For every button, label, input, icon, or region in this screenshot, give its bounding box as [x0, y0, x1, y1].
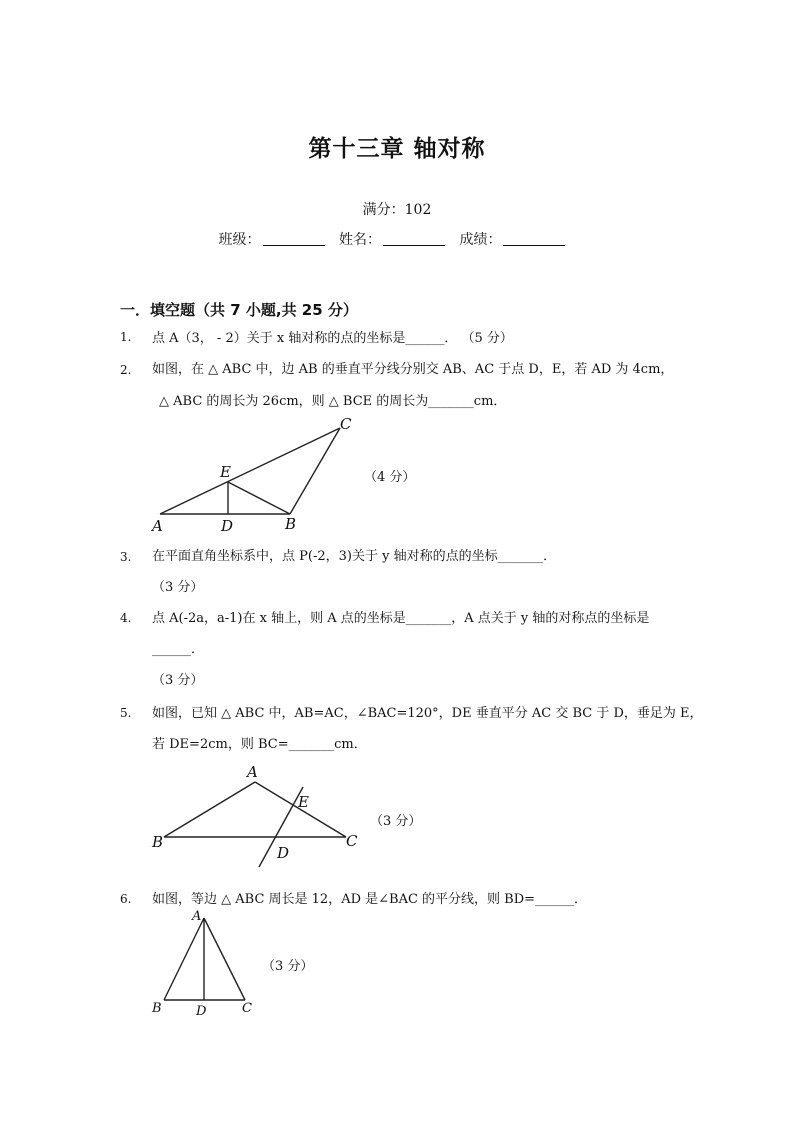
question-score: （3 分） [152, 673, 204, 688]
question-score: （3 分） [262, 959, 314, 974]
label-d: D [221, 517, 234, 535]
question-score: （4 分） [364, 470, 416, 485]
label-e: E [298, 793, 309, 811]
question-text-line2: 若 DE=2cm，则 BC=_______cm． [152, 737, 367, 752]
label-c: C [346, 832, 358, 850]
full-score: 满分：102 [362, 202, 432, 218]
label-a: A [152, 517, 163, 535]
question-number: 1. [120, 330, 132, 344]
class-blank[interactable] [263, 231, 325, 246]
segment-ac [160, 428, 340, 514]
question-text-line2: ______． [152, 642, 205, 657]
student-info-line [0, 229, 794, 249]
question-text: 点 A（3， - 2）关于 x 轴对称的点的坐标是______． （5 分） [152, 331, 513, 346]
question-text: 如图，在 △ ABC 中，边 AB 的垂直平分线分别交 AB、AC 于点 D，E，若 AD 为 4cm， [152, 362, 674, 377]
segment-ab [164, 782, 255, 837]
label-a: A [192, 909, 202, 924]
label-a: A [247, 763, 258, 781]
label-d: D [196, 1004, 207, 1019]
label-b: B [285, 515, 297, 533]
question-text-line2: △ ABC 的周长为 26cm，则 △ BCE 的周长为_______cm． [159, 394, 507, 409]
segment-bc [290, 428, 340, 514]
figure-q5-triangle [150, 760, 370, 875]
question-text: 如图，等边 △ ABC 周长是 12，AD 是∠BAC 的平分线，则 BD=______． [152, 892, 588, 907]
question-number: 4. [120, 611, 132, 625]
page-title: 第十三章 轴对称 [308, 136, 486, 162]
name-label: 姓名： [339, 232, 381, 248]
question-text: 如图，已知 △ ABC 中，AB=AC，∠BAC=120°，DE 垂直平分 AC 交 BC 于 D，垂足为 E， [152, 706, 703, 721]
segment-ab [164, 918, 204, 1000]
label-c: C [242, 1001, 252, 1016]
section-heading: 一．填空题（共 7 小题,共 25 分） [120, 301, 358, 319]
segment-ac [204, 918, 245, 1000]
grade-label: 成绩： [459, 232, 502, 248]
label-b: B [152, 1001, 162, 1016]
figure-q2-triangle [150, 410, 370, 535]
name-blank[interactable] [383, 231, 445, 246]
question-number: 5. [120, 706, 132, 720]
label-c: C [340, 415, 352, 433]
class-label: 班级： [218, 232, 261, 248]
question-text: 点 A(-2a，a-1)在 x 轴上，则 A 点的坐标是_______，A 点关于 y 轴的对称点的坐标是 [152, 611, 650, 626]
question-score: （3 分） [370, 814, 422, 829]
label-d: D [277, 844, 290, 862]
question-text: 在平面直角坐标系中，点 P(-2，3)关于 y 轴对称的点的坐标_______． [152, 549, 557, 564]
question-number: 2. [120, 363, 132, 377]
grade-blank[interactable] [503, 231, 565, 246]
label-b: B [152, 833, 164, 851]
question-number: 6. [120, 892, 132, 906]
label-e: E [220, 463, 231, 481]
question-number: 3. [120, 550, 132, 564]
figure-q6-triangle [150, 908, 270, 1020]
question-score: （3 分） [152, 580, 204, 595]
segment-be [228, 482, 290, 514]
